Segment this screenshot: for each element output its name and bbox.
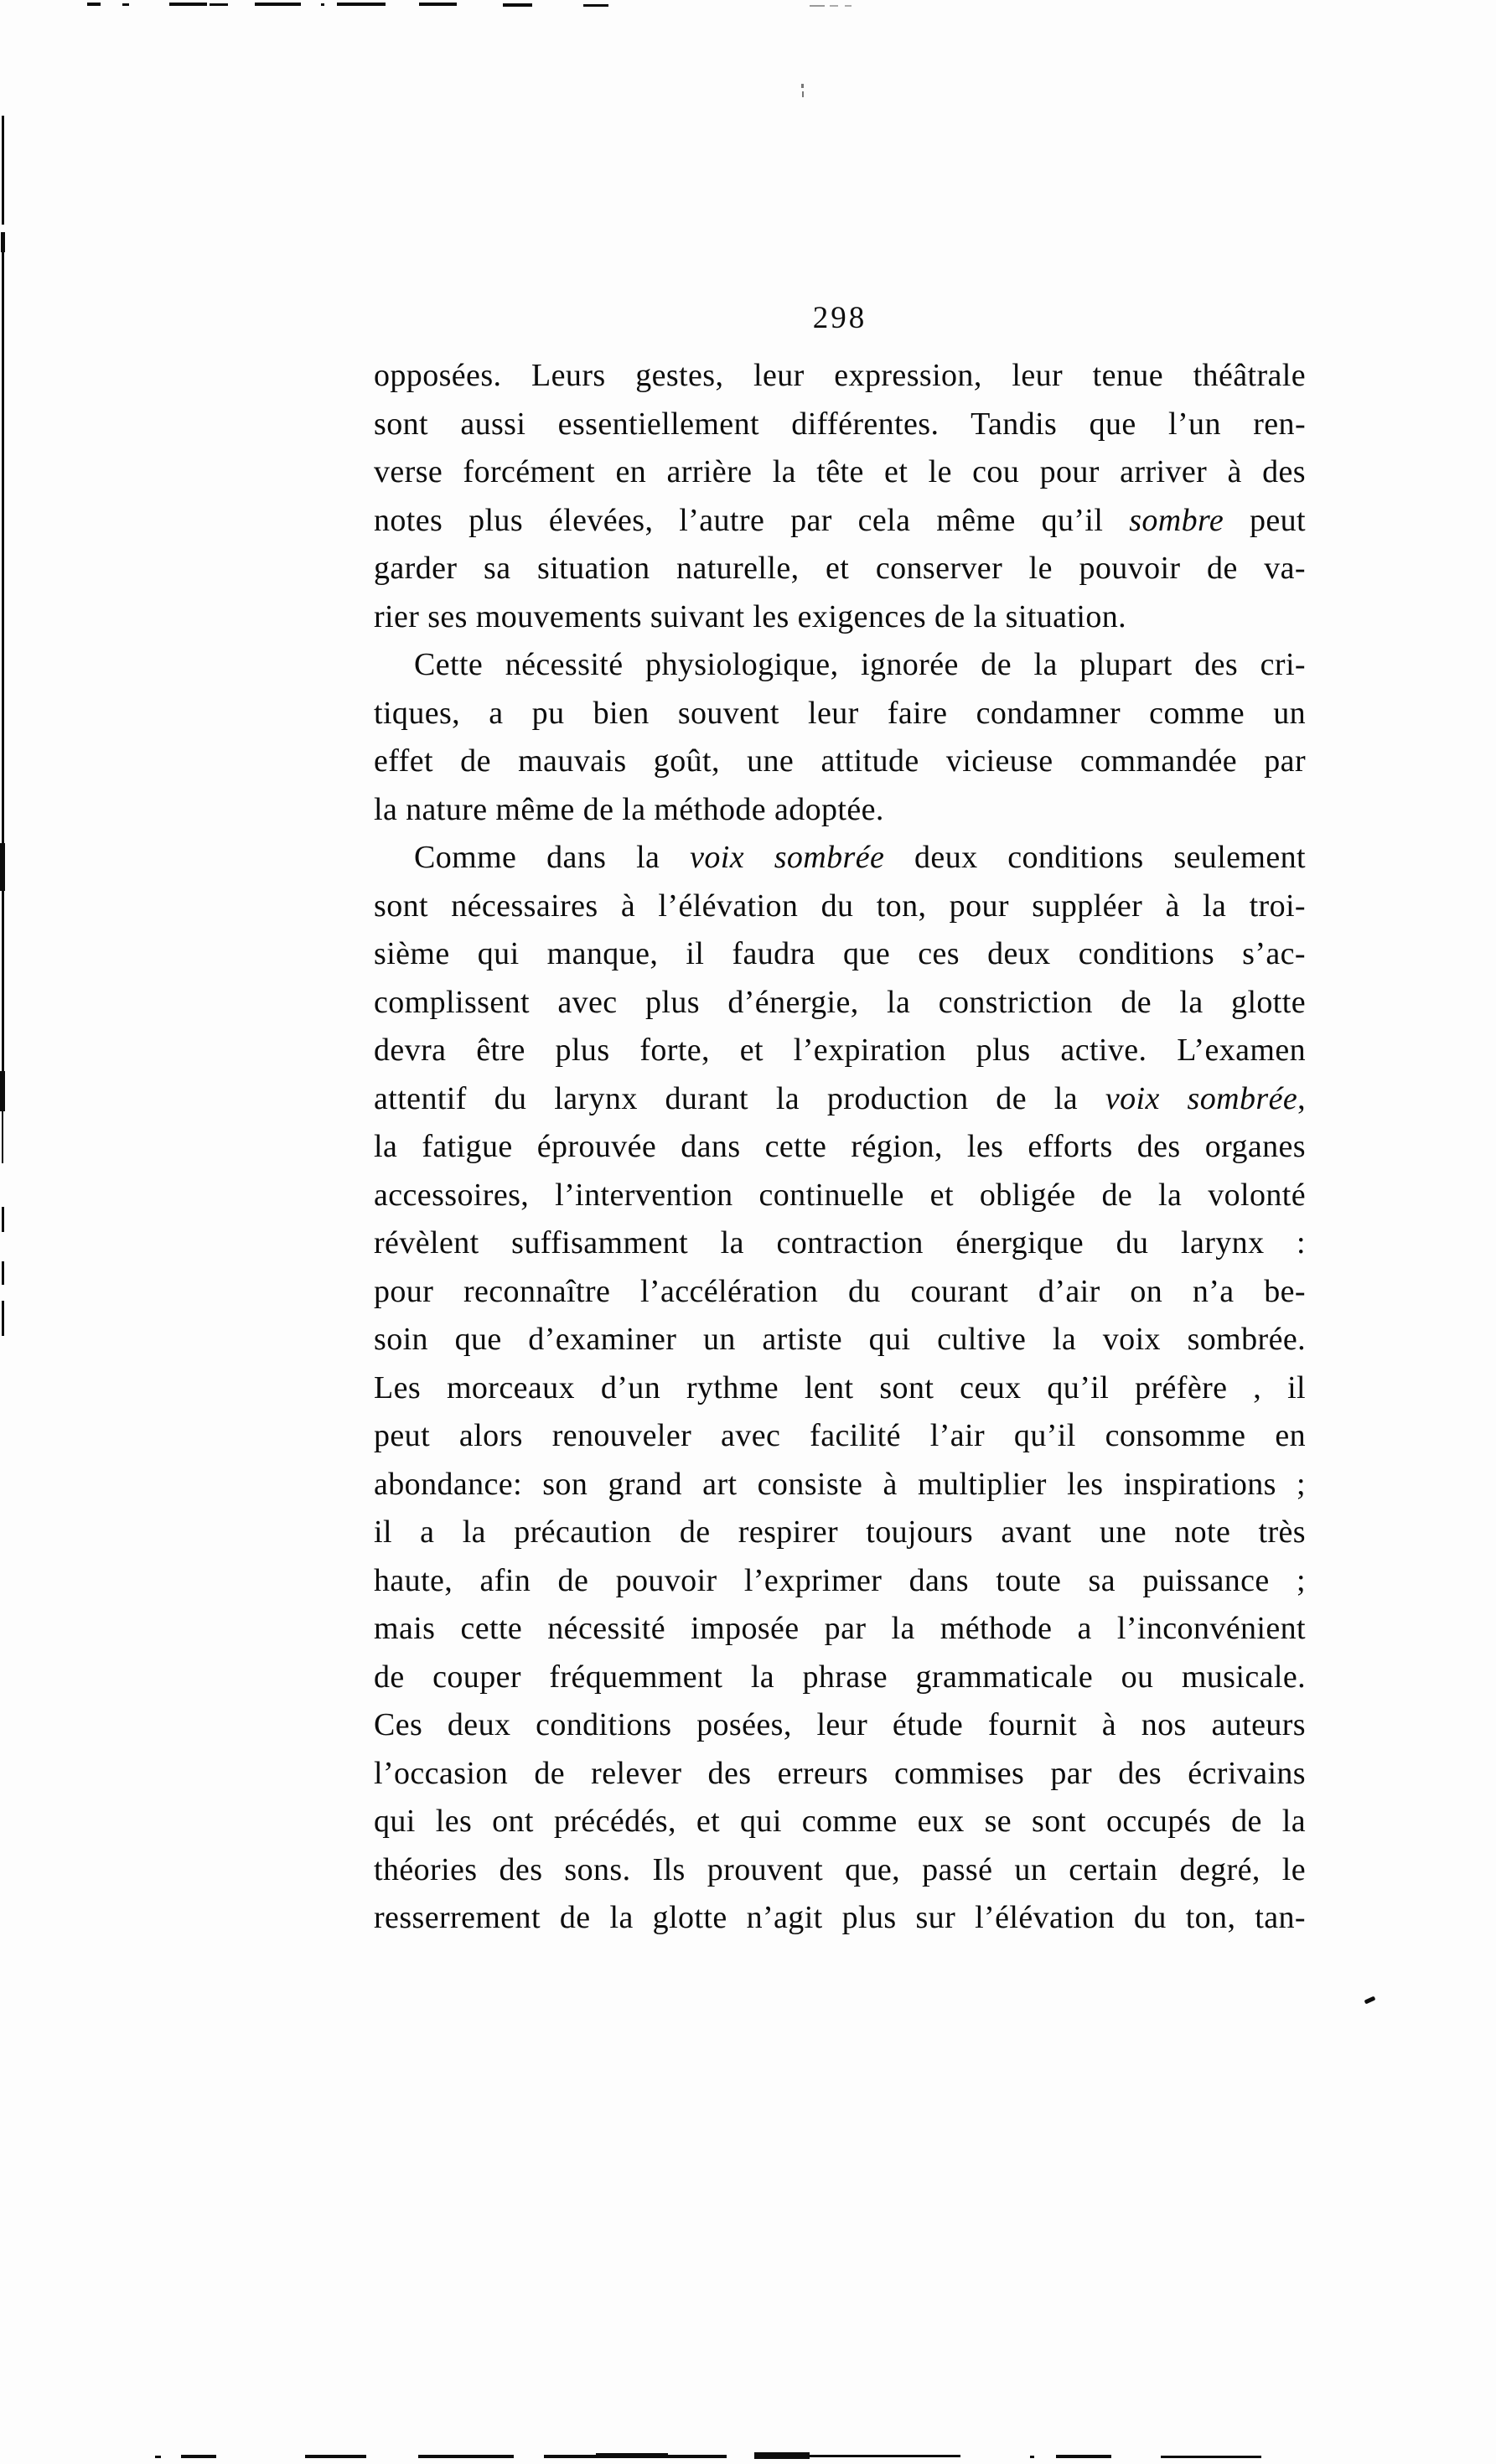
text-line-content: devra être plus forte, et l’expiration plus active. L’examen	[374, 1033, 1306, 1068]
text-line	[374, 1750, 1306, 1799]
text-line-content: notes plus élevées, l’autre par cela même qu’il sombre peut	[374, 502, 1306, 538]
text-line	[374, 1557, 1306, 1606]
scan-artifact-mark	[583, 4, 608, 7]
scan-artifact-mark	[810, 5, 825, 7]
text-line	[374, 1172, 1306, 1220]
text-line-content: Cette nécessité physiologique, ignorée de la plupart des cri-	[414, 647, 1306, 682]
text-line-content: Comme dans la voix sombrée deux conditions seulement	[414, 840, 1306, 875]
scan-artifact-mark	[337, 3, 386, 6]
scan-artifact-mark	[2, 891, 4, 1071]
text-line	[374, 545, 1306, 593]
scan-artifact-mark	[668, 2455, 727, 2458]
text-line-content: garder sa situation naturelle, et conserver le pouvoir de va-	[374, 551, 1306, 586]
text-line-content: soin que d’examiner un artiste qui cultive la voix sombrée.	[374, 1322, 1306, 1357]
scan-artifact-mark	[810, 2455, 960, 2457]
scan-artifact-mark	[2, 252, 4, 843]
text-line	[374, 1509, 1306, 1557]
text-line-content: abondance: son grand art consiste à multiplier les inspirations ;	[374, 1466, 1306, 1502]
text-line-content: qui les ont précédés, et qui comme eux se sont occupés de la	[374, 1804, 1306, 1839]
scan-artifact-mark	[1, 232, 5, 252]
scan-artifact-mark	[1364, 1996, 1376, 2004]
text-line-content: haute, afin de pouvoir l’exprimer dans toute sa puissance ;	[374, 1562, 1306, 1598]
text-line-content: mais cette nécessité imposée par la méthode a l’inconvénient	[374, 1611, 1306, 1646]
scan-artifact-mark	[418, 2455, 514, 2458]
scan-artifact-mark	[2, 1261, 4, 1285]
scan-artifact-mark	[845, 5, 852, 7]
text-line	[374, 641, 1306, 690]
scan-artifact-mark	[305, 2455, 366, 2458]
scan-artifact-mark	[830, 5, 838, 7]
text-line	[374, 834, 1306, 883]
text-line-content: il a la précaution de respirer toujours avant une note très	[374, 1514, 1306, 1550]
text-line-content: pour reconnaître l’accélération du courant d’air on n’a be-	[374, 1273, 1306, 1309]
text-line	[374, 1027, 1306, 1075]
text-line-content: la fatigue éprouvée dans cette région, les efforts des organes	[374, 1129, 1306, 1164]
text-line	[374, 786, 1306, 835]
text-line	[374, 1123, 1306, 1172]
text-line-content: la nature même de la méthode adoptée.	[374, 791, 884, 827]
text-line	[374, 738, 1306, 786]
text-line	[374, 883, 1306, 931]
scan-artifact-mark	[0, 843, 5, 891]
scan-artifact-mark	[544, 2455, 596, 2458]
text-line	[374, 352, 1306, 401]
scan-artifact-mark	[2, 1207, 4, 1232]
scan-artifact-mark	[1161, 2456, 1261, 2458]
text-line	[374, 1605, 1306, 1654]
text-line-content: révèlent suffisamment la contraction énergique du larynx :	[374, 1225, 1306, 1260]
text-line	[374, 930, 1306, 979]
text-line-content: Ces deux conditions posées, leur étude fournit à nos auteurs	[374, 1707, 1306, 1742]
text-line	[374, 1701, 1306, 1750]
scan-artifact-mark	[1030, 2456, 1034, 2458]
text-line-content: opposées. Leurs gestes, leur expression, leur tenue théâtrale	[374, 358, 1306, 393]
scan-artifact-mark	[210, 3, 228, 6]
scan-artifact-mark	[802, 91, 804, 97]
text-line-content: accessoires, l’intervention continuelle et obligée de la volonté	[374, 1177, 1306, 1213]
text-line	[374, 1798, 1306, 1846]
text-line	[374, 690, 1306, 738]
scan-artifact-mark	[419, 3, 457, 6]
text-line-content: sième qui manque, il faudra que ces deux conditions s’ac-	[374, 936, 1306, 971]
text-line-content: resserrement de la glotte n’agit plus sur l’élévation du ton, tan-	[374, 1900, 1306, 1935]
scan-artifact-mark	[122, 3, 129, 6]
scan-artifact-mark	[2, 1301, 4, 1336]
text-line-content: sont aussi essentiellement différentes. Tandis que l’un ren-	[374, 406, 1306, 442]
scan-artifact-mark	[2, 116, 4, 225]
text-line	[374, 1316, 1306, 1364]
text-line-content: Les morceaux d’un rythme lent sont ceux qu’il préfère , il	[374, 1369, 1306, 1405]
text-line-content: de couper fréquemment la phrase grammaticale ou musicale.	[374, 1659, 1306, 1695]
text-line	[374, 1219, 1306, 1268]
text-line	[374, 1364, 1306, 1413]
text-line-content: peut alors renouveler avec facilité l’air qu’il consomme en	[374, 1418, 1306, 1453]
text-line-content: théories des sons. Ils prouvent que, passé un certain degré, le	[374, 1851, 1306, 1887]
scan-artifact-mark	[2, 1111, 3, 1163]
text-line	[374, 1412, 1306, 1461]
text-line	[374, 1268, 1306, 1317]
text-line-content: attentif du larynx durant la production de la voix sombrée,	[374, 1080, 1307, 1116]
scan-artifact-mark	[503, 3, 532, 7]
scan-artifact-mark	[169, 3, 207, 6]
text-line-content: tiques, a pu bien souvent leur faire condamner comme un	[374, 695, 1306, 731]
scan-artifact-mark	[754, 2452, 810, 2459]
scan-artifact-mark	[255, 3, 301, 6]
text-line	[374, 1846, 1306, 1895]
scan-artifact-mark	[181, 2455, 216, 2458]
text-line-content: effet de mauvais goût, une attitude vicieuse commandée par	[374, 743, 1306, 779]
text-line	[374, 1654, 1306, 1702]
text-line-content: l’occasion de relever des erreurs commises par des écrivains	[374, 1755, 1306, 1791]
text-line	[374, 401, 1306, 449]
scan-artifact-mark	[596, 2453, 668, 2458]
scan-artifact-mark	[1056, 2455, 1111, 2458]
text-line	[374, 1894, 1306, 1943]
scan-artifact-mark	[0, 1071, 5, 1111]
text-line	[374, 979, 1306, 1028]
scan-artifact-mark	[801, 84, 804, 88]
text-line	[374, 497, 1306, 546]
text-line-content: sont nécessaires à l’élévation du ton, pour suppléer à la troi-	[374, 888, 1306, 924]
text-line	[374, 448, 1306, 497]
scan-artifact-mark	[321, 3, 324, 6]
text-line	[374, 593, 1306, 642]
scan-artifact-mark	[155, 2456, 161, 2458]
text-line-content: complissent avec plus d’énergie, la constriction de la glotte	[374, 984, 1306, 1020]
page-number: 298	[812, 301, 867, 335]
scan-artifact-mark	[87, 3, 101, 6]
text-line-content: rier ses mouvements suivant les exigences de la situation.	[374, 598, 1127, 634]
text-line	[374, 1461, 1306, 1509]
page-text-block	[374, 352, 1306, 1943]
text-line-content: verse forcément en arrière la tête et le cou pour arriver à des	[374, 454, 1306, 489]
text-line	[374, 1075, 1306, 1124]
